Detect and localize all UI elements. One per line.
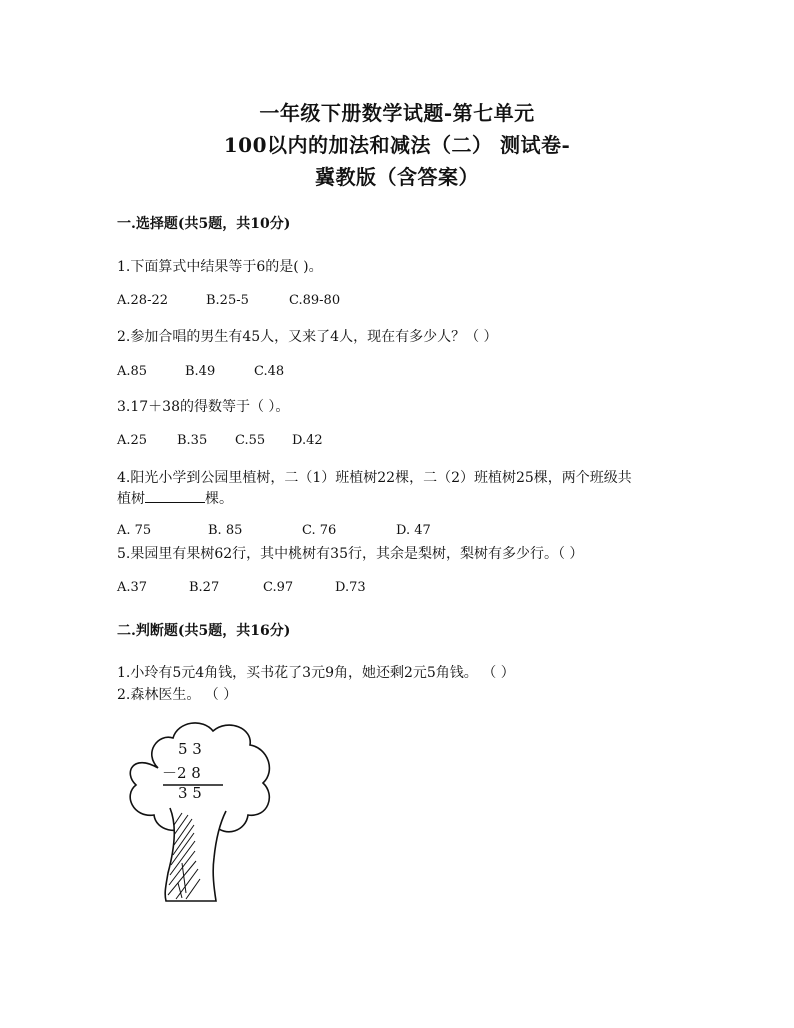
calc-row-2: －2 8 — [162, 764, 201, 782]
q1-3-option-a: A.25 — [117, 433, 148, 448]
title-line-2: 100以内的加法和减法（二） 测试卷- — [223, 133, 571, 157]
q1-3-option-c: C.55 — [235, 433, 266, 448]
q1-4-text-pre: 植树 — [117, 491, 145, 507]
tree-illustration — [118, 713, 278, 903]
q1-4-option-b: B. 85 — [208, 523, 243, 538]
answer-blank[interactable] — [145, 490, 205, 503]
q1-2-option-a: A.85 — [117, 364, 148, 379]
q1-5-option-a: A.37 — [117, 580, 148, 595]
q1-5-option-d: D.73 — [335, 580, 366, 595]
q1-1-option-a: A.28-22 — [117, 293, 168, 308]
q1-4-text-post: 棵。 — [205, 491, 233, 507]
q1-5-option-c: C.97 — [263, 580, 294, 595]
question-1-5: 5.果园里有果树62行，其中桃树有35行，其余是梨树，梨树有多少行。（ ） — [117, 546, 584, 562]
q1-1-option-b: B.25-5 — [206, 293, 249, 308]
question-2-2: 2.森林医生。 （ ） — [117, 687, 238, 703]
q1-1-option-c: C.89-80 — [289, 293, 341, 308]
title-line-1: 一年级下册数学试题-第七单元 — [259, 101, 535, 125]
q1-2-option-c: C.48 — [254, 364, 285, 379]
q1-4-option-a: A. 75 — [117, 523, 152, 538]
question-1-1: 1.下面算式中结果等于6的是( )。 — [117, 259, 323, 275]
q1-2-option-b: B.49 — [185, 364, 216, 379]
section-1-heading: 一.选择题(共5题，共10分) — [117, 216, 291, 232]
q1-3-option-b: B.35 — [177, 433, 208, 448]
calc-row-3: 3 5 — [178, 784, 202, 802]
q1-4-option-d: D. 47 — [396, 523, 431, 538]
question-2-1: 1.小玲有5元4角钱，买书花了3元9角，她还剩2元5角钱。 （ ） — [117, 665, 515, 681]
question-1-3: 3.17＋38的得数等于（ ）。 — [117, 399, 290, 415]
q1-4-option-c: C. 76 — [302, 523, 337, 538]
question-1-4-line-1: 4.阳光小学到公园里植树，二（1）班植树22棵，二（2）班植树25棵，两个班级共 — [117, 470, 632, 486]
calc-row-1: 5 3 — [178, 740, 202, 758]
title-line-3: 冀教版（含答案） — [315, 165, 479, 189]
q1-3-option-d: D.42 — [292, 433, 323, 448]
question-1-2: 2.参加合唱的男生有45人，又来了4人，现在有多少人？（ ） — [117, 329, 498, 345]
question-1-4-line-2 — [117, 488, 233, 508]
section-2-heading: 二.判断题(共5题，共16分) — [117, 623, 291, 639]
q1-5-option-b: B.27 — [189, 580, 220, 595]
